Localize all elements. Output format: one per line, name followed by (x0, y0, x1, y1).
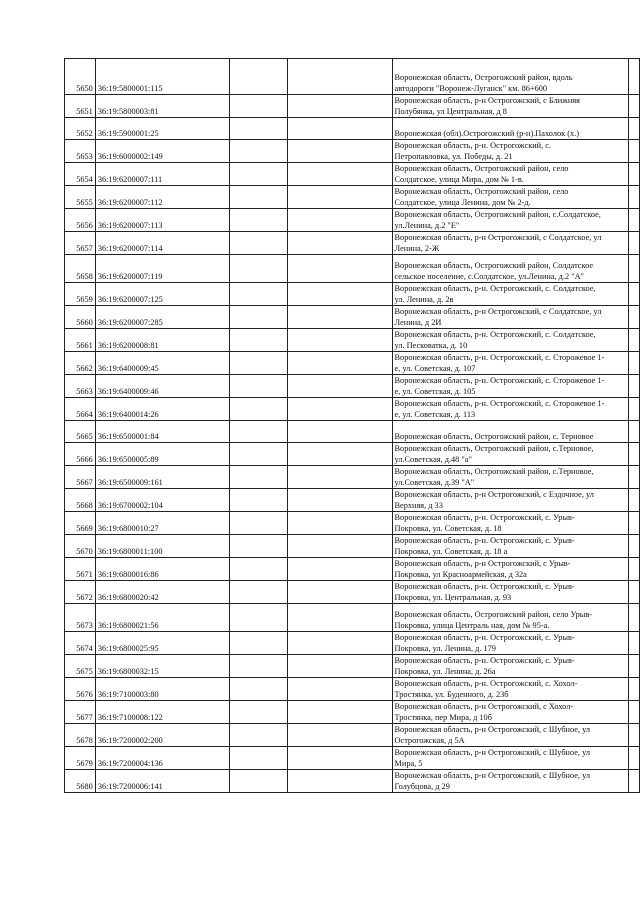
row-number: 5677 (65, 701, 96, 724)
empty-cell (629, 421, 640, 443)
address-line: Покровка, ул Красноармейская, д 32а (394, 570, 527, 579)
empty-cell (629, 375, 640, 398)
empty-cell (288, 443, 392, 466)
empty-cell (229, 724, 288, 747)
table-row (65, 186, 640, 209)
row-number: 5671 (65, 558, 96, 581)
empty-cell (629, 604, 640, 632)
row-number: 5654 (65, 163, 96, 186)
cadastral-number: 36:19:6400009:45 (95, 352, 229, 375)
address-cell (392, 770, 629, 793)
table-row (65, 329, 640, 352)
address-line: Воронежская область, Острогожский район, с.Терновое, (394, 467, 594, 476)
empty-cell (288, 163, 392, 186)
empty-cell (229, 283, 288, 306)
empty-cell (629, 398, 640, 421)
cadastral-number: 36:19:6200007:111 (95, 163, 229, 186)
address-line: Воронежская (обл).Острогожский (р-н).Пахолок (х.) (394, 129, 579, 138)
empty-cell (629, 443, 640, 466)
address-cell (392, 186, 629, 209)
empty-cell (229, 140, 288, 163)
empty-cell (229, 95, 288, 118)
row-number: 5668 (65, 489, 96, 512)
address-line: Голубцова, д 29 (394, 782, 450, 791)
address-cell (392, 329, 629, 352)
address-cell (392, 118, 629, 140)
address-line: ул.Ленина, д.2 "Е" (394, 221, 460, 230)
row-number: 5678 (65, 724, 96, 747)
address-line: Воронежская область, р-н Острогожский, с Солдатское, ул (394, 233, 602, 242)
address-cell (392, 512, 629, 535)
address-line: Ленина, д 2И (394, 318, 442, 327)
empty-cell (288, 512, 392, 535)
table-row (65, 535, 640, 558)
empty-cell (229, 398, 288, 421)
table-row (65, 59, 640, 95)
address-cell (392, 581, 629, 604)
address-line: Покровка, ул. Советская, д. 18 а (394, 547, 508, 556)
table-row (65, 443, 640, 466)
address-cell (392, 535, 629, 558)
empty-cell (288, 747, 392, 770)
table-row (65, 283, 640, 306)
table-row (65, 352, 640, 375)
table-row (65, 163, 640, 186)
address-line: ул.Советская, д.48 "а" (394, 455, 472, 464)
table-row (65, 581, 640, 604)
address-line: Воронежская область, Острогожский район, село (394, 187, 569, 196)
table-row (65, 678, 640, 701)
empty-cell (288, 232, 392, 255)
cadastral-number: 36:19:6500005:89 (95, 443, 229, 466)
table-row (65, 255, 640, 283)
row-number: 5665 (65, 421, 96, 443)
address-line: Воронежская область, р-н. Острогожский, с. (394, 141, 552, 150)
empty-cell (288, 604, 392, 632)
empty-cell (629, 489, 640, 512)
address-line: Воронежская область, р-н Острогожский, с Ближняя (394, 96, 580, 105)
cadastral-number: 36:19:7100008:122 (95, 701, 229, 724)
empty-cell (229, 558, 288, 581)
address-line: Воронежская область, р-н. Острогожский, с. Сторожевое 1- (394, 399, 605, 408)
cadastral-number: 36:19:6200007:113 (95, 209, 229, 232)
address-line: Воронежская область, Острогожский район, Солдатское (394, 261, 594, 270)
empty-cell (629, 466, 640, 489)
empty-cell (288, 398, 392, 421)
cadastral-number: 36:19:6500009:161 (95, 466, 229, 489)
row-number: 5655 (65, 186, 96, 209)
row-number: 5652 (65, 118, 96, 140)
address-cell (392, 59, 629, 95)
empty-cell (229, 678, 288, 701)
empty-cell (288, 140, 392, 163)
row-number: 5659 (65, 283, 96, 306)
address-line: Воронежская область, р-н. Острогожский, с. Солдатское, (394, 284, 596, 293)
address-line: Покровка, улица Централь ная, дом № 95-а. (394, 621, 550, 630)
cadastral-table-body (65, 59, 640, 793)
address-line: Воронежская область, Острогожский район, с. Терновое (394, 432, 594, 441)
address-line: Ленина, 2-Ж (394, 244, 440, 253)
address-line: сельское поселение, с.Солдатское, ул.Ленина, д.2 "А" (394, 272, 584, 281)
address-cell (392, 163, 629, 186)
row-number: 5660 (65, 306, 96, 329)
table-row (65, 558, 640, 581)
address-cell (392, 375, 629, 398)
row-number: 5680 (65, 770, 96, 793)
empty-cell (629, 632, 640, 655)
empty-cell (229, 701, 288, 724)
empty-cell (229, 747, 288, 770)
address-line: Воронежская область, р-н. Острогожский, с. Сторожевое 1- (394, 353, 605, 362)
address-line: Полубянка, ул Центральная, д 8 (394, 107, 507, 116)
empty-cell (229, 512, 288, 535)
empty-cell (288, 632, 392, 655)
cadastral-number: 36:19:6000002:149 (95, 140, 229, 163)
address-cell (392, 232, 629, 255)
address-cell (392, 747, 629, 770)
address-cell (392, 95, 629, 118)
empty-cell (229, 443, 288, 466)
empty-cell (229, 306, 288, 329)
address-line: Воронежская область, р-н. Острогожский, с. Урыв- (394, 656, 575, 665)
empty-cell (229, 375, 288, 398)
empty-cell (629, 581, 640, 604)
empty-cell (229, 209, 288, 232)
cadastral-number: 36:19:5800001:115 (95, 59, 229, 95)
empty-cell (229, 489, 288, 512)
cadastral-number: 36:19:6800011:100 (95, 535, 229, 558)
empty-cell (629, 655, 640, 678)
empty-cell (229, 352, 288, 375)
row-number: 5658 (65, 255, 96, 283)
cadastral-number: 36:19:5800003:81 (95, 95, 229, 118)
table-row (65, 747, 640, 770)
row-number: 5675 (65, 655, 96, 678)
table-row (65, 489, 640, 512)
cadastral-number: 36:19:6200007:285 (95, 306, 229, 329)
empty-cell (229, 186, 288, 209)
address-line: ул.Советская, д.39 "А" (394, 478, 475, 487)
row-number: 5650 (65, 59, 96, 95)
empty-cell (288, 306, 392, 329)
row-number: 5651 (65, 95, 96, 118)
empty-cell (229, 118, 288, 140)
empty-cell (629, 535, 640, 558)
address-cell (392, 678, 629, 701)
cadastral-number: 36:19:6200007:114 (95, 232, 229, 255)
empty-cell (288, 489, 392, 512)
empty-cell (288, 283, 392, 306)
address-line: Покровка, ул. Ленина, д. 26а (394, 667, 496, 676)
empty-cell (288, 701, 392, 724)
cadastral-number: 36:19:6500001:84 (95, 421, 229, 443)
address-line: Солдатское, улица Ленина, дом № 2-д. (394, 198, 531, 207)
address-line: Воронежская область, р-н Острогожский, с Шубное, ул (394, 771, 591, 780)
address-cell (392, 632, 629, 655)
cadastral-number: 36:19:6700002:104 (95, 489, 229, 512)
empty-cell (288, 678, 392, 701)
address-line: Петропавловка, ул. Победы, д. 21 (394, 152, 513, 161)
empty-cell (629, 306, 640, 329)
empty-cell (629, 678, 640, 701)
empty-cell (229, 329, 288, 352)
table-row (65, 118, 640, 140)
table-row (65, 724, 640, 747)
address-line: Покровка, ул. Центральная, д. 93 (394, 593, 512, 602)
address-line: Верхняя, д 33 (394, 501, 443, 510)
table-row (65, 375, 640, 398)
address-line: Воронежская область, Острогожский район, вдоль (394, 73, 573, 82)
address-line: Воронежская область, Острогожский район, с.Солдатское, (394, 210, 601, 219)
address-line: Мира, 5 (394, 759, 423, 768)
address-cell (392, 701, 629, 724)
address-line: Солдатское, улица Мира, дом № 1-в. (394, 175, 524, 184)
empty-cell (629, 283, 640, 306)
address-line: Покровка, ул. Ленина, д. 179 (394, 644, 496, 653)
empty-cell (229, 232, 288, 255)
empty-cell (288, 421, 392, 443)
cadastral-number: 36:19:7200006:141 (95, 770, 229, 793)
empty-cell (629, 512, 640, 535)
empty-cell (288, 770, 392, 793)
address-cell (392, 306, 629, 329)
address-line: е, ул. Советская, д. 105 (394, 387, 476, 396)
address-line: Воронежская область, р-н Острогожский, с Хохол- (394, 702, 574, 711)
address-cell (392, 255, 629, 283)
empty-cell (229, 255, 288, 283)
address-cell (392, 421, 629, 443)
empty-cell (288, 655, 392, 678)
table-row (65, 632, 640, 655)
address-line: Острогожская, д 5А (394, 736, 465, 745)
address-line: Воронежская область, Острогожский район, село (394, 164, 569, 173)
table-row (65, 655, 640, 678)
empty-cell (288, 186, 392, 209)
address-line: Воронежская область, р-н Острогожский, с Ездочное, ул (394, 490, 594, 499)
row-number: 5656 (65, 209, 96, 232)
empty-cell (229, 163, 288, 186)
empty-cell (288, 558, 392, 581)
empty-cell (229, 59, 288, 95)
row-number: 5662 (65, 352, 96, 375)
cadastral-number: 36:19:6800016:86 (95, 558, 229, 581)
row-number: 5679 (65, 747, 96, 770)
address-line: Воронежская область, р-н. Острогожский, с. Сторожевое 1- (394, 376, 605, 385)
row-number: 5663 (65, 375, 96, 398)
empty-cell (229, 604, 288, 632)
table-row (65, 140, 640, 163)
table-row (65, 604, 640, 632)
address-line: ул. Песковатка, д. 10 (394, 341, 468, 350)
address-line: ул. Ленина, д. 2в (394, 295, 454, 304)
row-number: 5666 (65, 443, 96, 466)
empty-cell (288, 255, 392, 283)
empty-cell (229, 421, 288, 443)
row-number: 5672 (65, 581, 96, 604)
row-number: 5673 (65, 604, 96, 632)
cadastral-number: 36:19:6800020:42 (95, 581, 229, 604)
address-line: е, ул. Советская, д. 113 (394, 410, 476, 419)
table-row (65, 512, 640, 535)
empty-cell (288, 59, 392, 95)
empty-cell (629, 558, 640, 581)
cadastral-number: 36:19:6200008:81 (95, 329, 229, 352)
address-line: Воронежская область, р-н Острогожский, с Урыв- (394, 559, 571, 568)
cadastral-number: 36:19:6400014:26 (95, 398, 229, 421)
address-line: Воронежская область, р-н Острогожский, с Шубное, ул (394, 748, 591, 757)
empty-cell (629, 724, 640, 747)
address-line: Воронежская область, р-н. Острогожский, с. Урыв- (394, 513, 575, 522)
empty-cell (229, 655, 288, 678)
cadastral-table (64, 58, 640, 793)
address-line: Воронежская область, р-н. Острогожский, с. Урыв- (394, 633, 575, 642)
address-cell (392, 558, 629, 581)
empty-cell (629, 329, 640, 352)
row-number: 5657 (65, 232, 96, 255)
address-line: Тростянка, пер Мира, д 10б (394, 713, 492, 722)
empty-cell (288, 581, 392, 604)
empty-cell (288, 535, 392, 558)
cadastral-number: 36:19:6800032:15 (95, 655, 229, 678)
table-row (65, 306, 640, 329)
cadastral-number: 36:19:6200007:112 (95, 186, 229, 209)
table-row (65, 421, 640, 443)
address-line: Воронежская область, Острогожский район, с.Терновое, (394, 444, 594, 453)
empty-cell (629, 747, 640, 770)
address-line: Воронежская область, р-н. Острогожский, с. Хохол- (394, 679, 578, 688)
table-row (65, 770, 640, 793)
address-cell (392, 209, 629, 232)
row-number: 5676 (65, 678, 96, 701)
table-row (65, 232, 640, 255)
cadastral-number: 36:19:7100003:80 (95, 678, 229, 701)
empty-cell (229, 466, 288, 489)
empty-cell (629, 701, 640, 724)
cadastral-number: 36:19:6200007:119 (95, 255, 229, 283)
address-cell (392, 140, 629, 163)
empty-cell (629, 140, 640, 163)
empty-cell (629, 186, 640, 209)
address-line: Воронежская область, р-н Острогожский, с Солдатское, ул (394, 307, 602, 316)
empty-cell (288, 352, 392, 375)
cadastral-number: 36:19:7200004:136 (95, 747, 229, 770)
cadastral-number: 36:19:6800025:95 (95, 632, 229, 655)
empty-cell (229, 770, 288, 793)
empty-cell (629, 255, 640, 283)
empty-cell (288, 95, 392, 118)
table-row (65, 398, 640, 421)
address-cell (392, 352, 629, 375)
empty-cell (629, 95, 640, 118)
address-cell (392, 489, 629, 512)
empty-cell (229, 581, 288, 604)
address-cell (392, 724, 629, 747)
empty-cell (288, 118, 392, 140)
cadastral-number: 36:19:5900001:25 (95, 118, 229, 140)
empty-cell (629, 352, 640, 375)
row-number: 5661 (65, 329, 96, 352)
address-line: автодороги "Воронеж-Луганск" км. 86+600 (394, 84, 548, 93)
row-number: 5674 (65, 632, 96, 655)
table-row (65, 466, 640, 489)
address-line: Тростянка, ул. Буденного, д. 23б (394, 690, 509, 699)
address-line: е, ул. Советская, д. 107 (394, 364, 476, 373)
address-line: Покровка, ул. Советская, д. 18 (394, 524, 502, 533)
row-number: 5667 (65, 466, 96, 489)
table-row (65, 95, 640, 118)
table-row (65, 209, 640, 232)
table-row (65, 701, 640, 724)
empty-cell (629, 163, 640, 186)
address-cell (392, 283, 629, 306)
empty-cell (629, 59, 640, 95)
address-line: Воронежская область, р-н. Острогожский, с. Урыв- (394, 582, 575, 591)
empty-cell (288, 375, 392, 398)
address-cell (392, 466, 629, 489)
empty-cell (288, 209, 392, 232)
cadastral-number: 36:19:6400009:46 (95, 375, 229, 398)
empty-cell (229, 535, 288, 558)
address-line: Воронежская область, р-н. Острогожский, с. Солдатское, (394, 330, 596, 339)
address-cell (392, 398, 629, 421)
empty-cell (629, 770, 640, 793)
empty-cell (229, 632, 288, 655)
empty-cell (629, 209, 640, 232)
address-line: Воронежская область, Острогожский район, село Урыв- (394, 610, 593, 619)
empty-cell (629, 232, 640, 255)
address-cell (392, 604, 629, 632)
row-number: 5669 (65, 512, 96, 535)
empty-cell (629, 118, 640, 140)
row-number: 5664 (65, 398, 96, 421)
cadastral-number: 36:19:6800010:27 (95, 512, 229, 535)
address-cell (392, 655, 629, 678)
row-number: 5670 (65, 535, 96, 558)
cadastral-number: 36:19:7200002:200 (95, 724, 229, 747)
empty-cell (288, 329, 392, 352)
empty-cell (288, 466, 392, 489)
address-line: Воронежская область, р-н Острогожский, с Шубное, ул (394, 725, 591, 734)
row-number: 5653 (65, 140, 96, 163)
cadastral-number: 36:19:6800021:56 (95, 604, 229, 632)
address-line: Воронежская область, р-н. Острогожский, с. Урыв- (394, 536, 575, 545)
empty-cell (288, 724, 392, 747)
address-cell (392, 443, 629, 466)
cadastral-number: 36:19:6200007:125 (95, 283, 229, 306)
